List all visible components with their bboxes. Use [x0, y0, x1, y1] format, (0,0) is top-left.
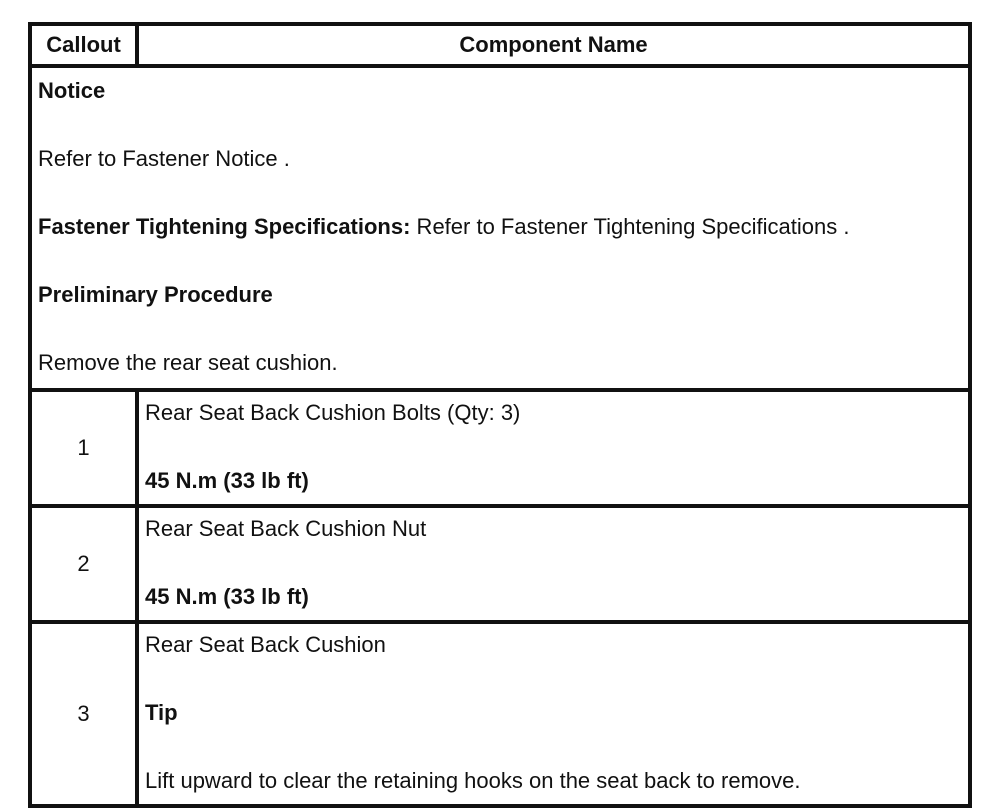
component-cell	[139, 392, 968, 504]
component-name: Rear Seat Back Cushion Bolts (Qty: 3)	[145, 400, 521, 425]
spec-label: Fastener Tightening Specifications:	[38, 214, 411, 239]
notice-row	[32, 64, 968, 388]
callout-number: 1	[32, 392, 139, 504]
callout-number: 2	[32, 508, 139, 620]
table-header-row	[32, 26, 968, 64]
table-row	[32, 620, 968, 804]
procedure-table	[28, 22, 972, 808]
component-cell	[139, 508, 968, 620]
component-name: Rear Seat Back Cushion	[145, 632, 386, 657]
preliminary-heading: Preliminary Procedure	[38, 282, 273, 307]
component-name: Rear Seat Back Cushion Nut	[145, 516, 427, 541]
table-row	[32, 504, 968, 620]
torque-spec: 45 N.m (33 lb ft)	[145, 468, 309, 493]
preliminary-text: Remove the rear seat cushion.	[38, 350, 338, 375]
tip-text: Lift upward to clear the retaining hooks on the seat back to remove.	[145, 768, 801, 793]
spec-line	[38, 210, 962, 244]
notice-block	[32, 68, 968, 388]
component-name-column-header: Component Name	[459, 32, 648, 57]
tip-heading: Tip	[145, 700, 178, 725]
callout-column-header: Callout	[32, 26, 139, 64]
table-row	[32, 388, 968, 504]
notice-heading: Notice	[38, 78, 106, 103]
torque-spec: 45 N.m (33 lb ft)	[145, 584, 309, 609]
component-cell	[139, 624, 968, 804]
notice-text: Refer to Fastener Notice .	[38, 146, 290, 171]
callout-number: 3	[32, 624, 139, 804]
spec-text: Refer to Fastener Tightening Specifications .	[410, 214, 850, 239]
